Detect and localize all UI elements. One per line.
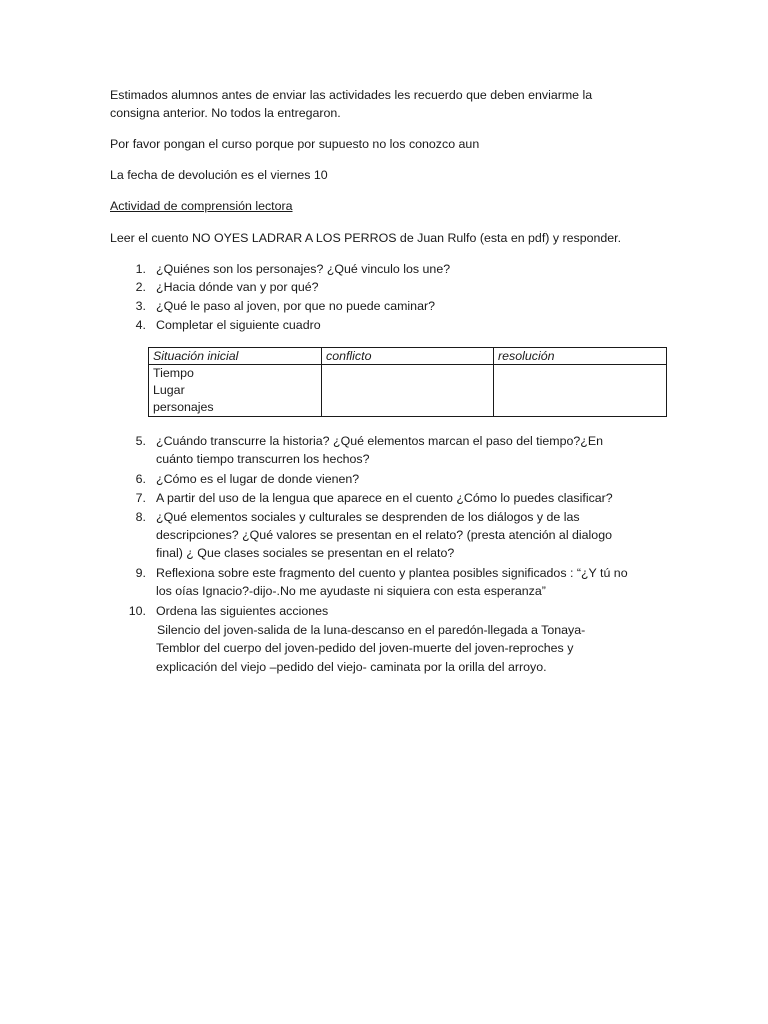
question-number: 5. [135,434,146,448]
question-line: ¿Cuándo transcurre la historia? ¿Qué elementos marcan el paso del tiempo?¿En [156,434,603,448]
question-line: cuánto tiempo transcurren los hechos? [156,452,370,466]
question-line: ¿Cómo es el lugar de donde vienen? [156,472,360,486]
question-text [156,602,661,620]
initial-situation-cell [149,365,322,417]
table-header-row [149,348,667,365]
action-line: explicación del viejo –pedido del viejo- caminata por la orilla del arroyo. [156,660,547,674]
question-number: 10. [128,604,146,618]
question-number: 6. [135,472,146,486]
action-line: Temblor del cuerpo del joven-pedido del joven-muerte del joven-reproches y [156,641,574,655]
question-text [156,470,661,488]
action-line: Silencio del joven-salida de la luna-descanso en el paredón-llegada a Tonaya- [157,623,586,637]
question-line: A partir del uso de la lengua que aparece en el cuento ¿Cómo lo puedes clasificar? [156,491,613,505]
activity-title: Actividad de comprensión lectora [110,199,293,213]
header-initial-situation: Situación inicial [149,348,322,365]
question-line: descripciones? ¿Qué valores se presentan en el relato? (presta atención al dialogo [156,528,612,542]
conflict-cell [322,365,494,417]
question-number: 4. [135,318,146,332]
table-row [149,365,667,417]
cell-line-time: Tiempo [153,366,194,380]
intro-line-2: consigna anterior. No todos la entregaron. [110,106,341,120]
activity-instruction: Leer el cuento NO OYES LADRAR A LOS PERROS de Juan Rulfo (esta en pdf) y responder. [110,231,622,245]
question-text: ¿Quiénes son los personajes? ¿Qué vinculo los une? [156,262,451,276]
question-number: 2. [135,280,146,294]
intro-line-1: Estimados alumnos antes de enviar las actividades les recuerdo que deben enviarme la [110,88,593,102]
question-text: ¿Hacia dónde van y por qué? [156,280,319,294]
question-line: Ordena las siguientes acciones [156,604,329,618]
story-structure-table [148,347,667,417]
intro-paragraph [110,86,650,122]
question-text [156,508,661,562]
question-text [156,564,661,600]
question-number: 3. [135,299,146,313]
question-number: 1. [135,262,146,276]
header-conflict: conflicto [322,348,494,365]
question-number: 8. [135,510,146,524]
question-line: Reflexiona sobre este fragmento del cuento y plantea posibles significados : “¿Y tú no [156,566,628,580]
question-line: los oías Ignacio?-dijo-.No me ayudaste ni siquiera con esta esperanza” [156,584,546,598]
question-number: 9. [135,566,146,580]
question-text: Completar el siguiente cuadro [156,318,321,332]
question-line: final) ¿ Que clases sociales se presentan en el relato? [156,546,455,560]
question-text [156,489,661,507]
question-text: ¿Qué le paso al joven, por que no puede caminar? [156,299,435,313]
course-reminder: Por favor pongan el curso porque por supuesto no los conozco aun [110,137,480,151]
cell-line-characters: personajes [153,400,214,414]
due-date: La fecha de devolución es el viernes 10 [110,168,328,182]
header-resolution: resolución [494,348,667,365]
question-number: 7. [135,491,146,505]
cell-line-place: Lugar [153,383,185,397]
question-text [156,432,661,468]
question-line: ¿Qué elementos sociales y culturales se desprenden de los diálogos y de las [156,510,580,524]
resolution-cell [494,365,667,417]
